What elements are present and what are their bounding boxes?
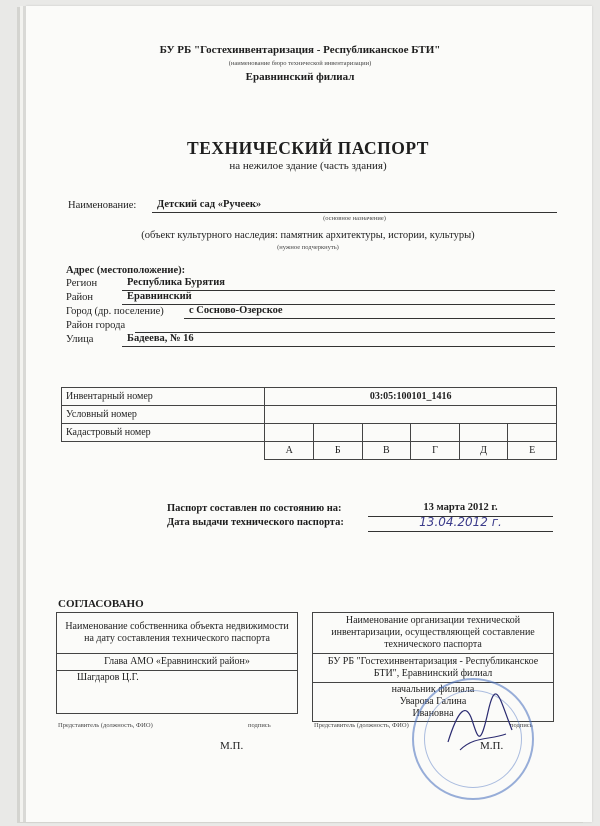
issue-date-label: Дата выдачи технического паспорта:: [167, 517, 344, 528]
street-value: Бадеева, № 16: [127, 333, 194, 344]
bti-person-position: начальник филиала: [391, 684, 475, 695]
bti-person-name: Уварова Галина: [399, 696, 467, 707]
city-district-label: Район города: [66, 320, 126, 331]
issue-date-value: 13.04.2012 г.: [419, 515, 502, 529]
heritage-line: (объект культурного наследия: памятник архитектуры, истории, культуры): [141, 230, 475, 241]
city-district-underline: [135, 332, 555, 333]
letters-row: [62, 442, 557, 460]
owner-org: Глава АМО «Еравнинский район»: [57, 654, 298, 671]
region-label: Регион: [66, 278, 98, 289]
naming-label: Наименование:: [68, 200, 137, 211]
inventory-row: [62, 388, 557, 406]
district-label: Район: [66, 292, 93, 303]
owner-person-row: [57, 671, 298, 714]
cadastral-cell: [362, 424, 411, 442]
letter-cell: Б: [313, 442, 362, 460]
document-subtitle: на нежилое здание (часть здания): [229, 160, 387, 172]
bti-sign-note: подпись: [510, 722, 533, 729]
cadastral-cell: [411, 424, 460, 442]
cadastral-row: [62, 424, 557, 442]
street-label: Улица: [66, 334, 94, 345]
bti-person-patronymic: Ивановна: [412, 708, 454, 719]
letter-cell: В: [362, 442, 411, 460]
conditional-label: Условный номер: [62, 406, 265, 424]
letter-cell: Г: [411, 442, 460, 460]
issue-date-underline: [368, 531, 553, 532]
cadastral-cell: [313, 424, 362, 442]
naming-value: Детский сад «Ручеек»: [157, 199, 262, 210]
bti-header: Наименование организации технической инвентаризации, осуществляющей составление технического паспорта: [313, 613, 554, 654]
letter-cell: Д: [459, 442, 508, 460]
org-name-note: (наименование бюро технической инвентаризации): [228, 60, 372, 67]
owner-header-row: [57, 613, 298, 654]
bti-rep-note: Представитель (должность, ФИО): [314, 722, 409, 729]
city-underline: [184, 318, 555, 319]
region-value: Республика Бурятия: [127, 277, 225, 288]
document-title: ТЕХНИЧЕСКИЙ ПАСПОРТ: [187, 138, 429, 158]
owner-rep-note: Представитель (должность, ФИО): [58, 722, 153, 729]
bti-stamp-place: М.П.: [480, 740, 504, 752]
city-label: Город (др. поселение): [66, 306, 164, 317]
org-name: БУ РБ "Гостехинвентаризация - Республиканское БТИ": [159, 44, 441, 56]
cadastral-cell: [459, 424, 508, 442]
district-value: Еравнинский: [127, 291, 192, 302]
signature-scribble: [440, 690, 520, 760]
conditional-row: [62, 406, 557, 424]
heritage-note: (нужное подчеркнуть): [277, 244, 339, 251]
bti-org: БУ РБ "Гостехинвентаризация - Республиканское БТИ", Еравнинский филиал: [313, 654, 554, 683]
cadastral-cell: [265, 424, 314, 442]
cadastral-label: Кадастровый номер: [62, 424, 265, 442]
letter-cell: А: [265, 442, 314, 460]
branch-name: Еравнинский филиал: [245, 71, 355, 83]
inventory-value: 03:05:100101_1416: [265, 388, 557, 406]
naming-underline: [152, 212, 557, 213]
letters-spacer: [62, 442, 265, 460]
owner-person: Шагдаров Ц.Г.: [57, 671, 298, 714]
owner-sign-note: подпись: [248, 722, 271, 729]
state-date-value: 13 марта 2012 г.: [423, 502, 498, 513]
numbers-table: [61, 387, 557, 460]
bti-header-row: [313, 613, 554, 654]
agreed-heading: СОГЛАСОВАНО: [58, 598, 144, 610]
district-underline: [122, 304, 555, 305]
owner-org-row: [57, 654, 298, 671]
naming-note: (основное назначение): [323, 215, 386, 222]
bti-org-row: [313, 654, 554, 683]
state-date-label: Паспорт составлен по состоянию на:: [167, 503, 342, 514]
conditional-value: [265, 406, 557, 424]
city-value: с Сосново-Озерское: [189, 305, 283, 316]
owner-table: [56, 612, 298, 714]
inventory-label: Инвентарный номер: [62, 388, 265, 406]
letter-cell: Е: [508, 442, 557, 460]
address-heading: Адрес (местоположение):: [66, 265, 186, 276]
owner-stamp-place: М.П.: [220, 740, 244, 752]
cadastral-cell: [508, 424, 557, 442]
owner-header: Наименование собственника объекта недвижимости на дату составления технического паспорта: [57, 613, 298, 654]
street-underline: [122, 346, 555, 347]
